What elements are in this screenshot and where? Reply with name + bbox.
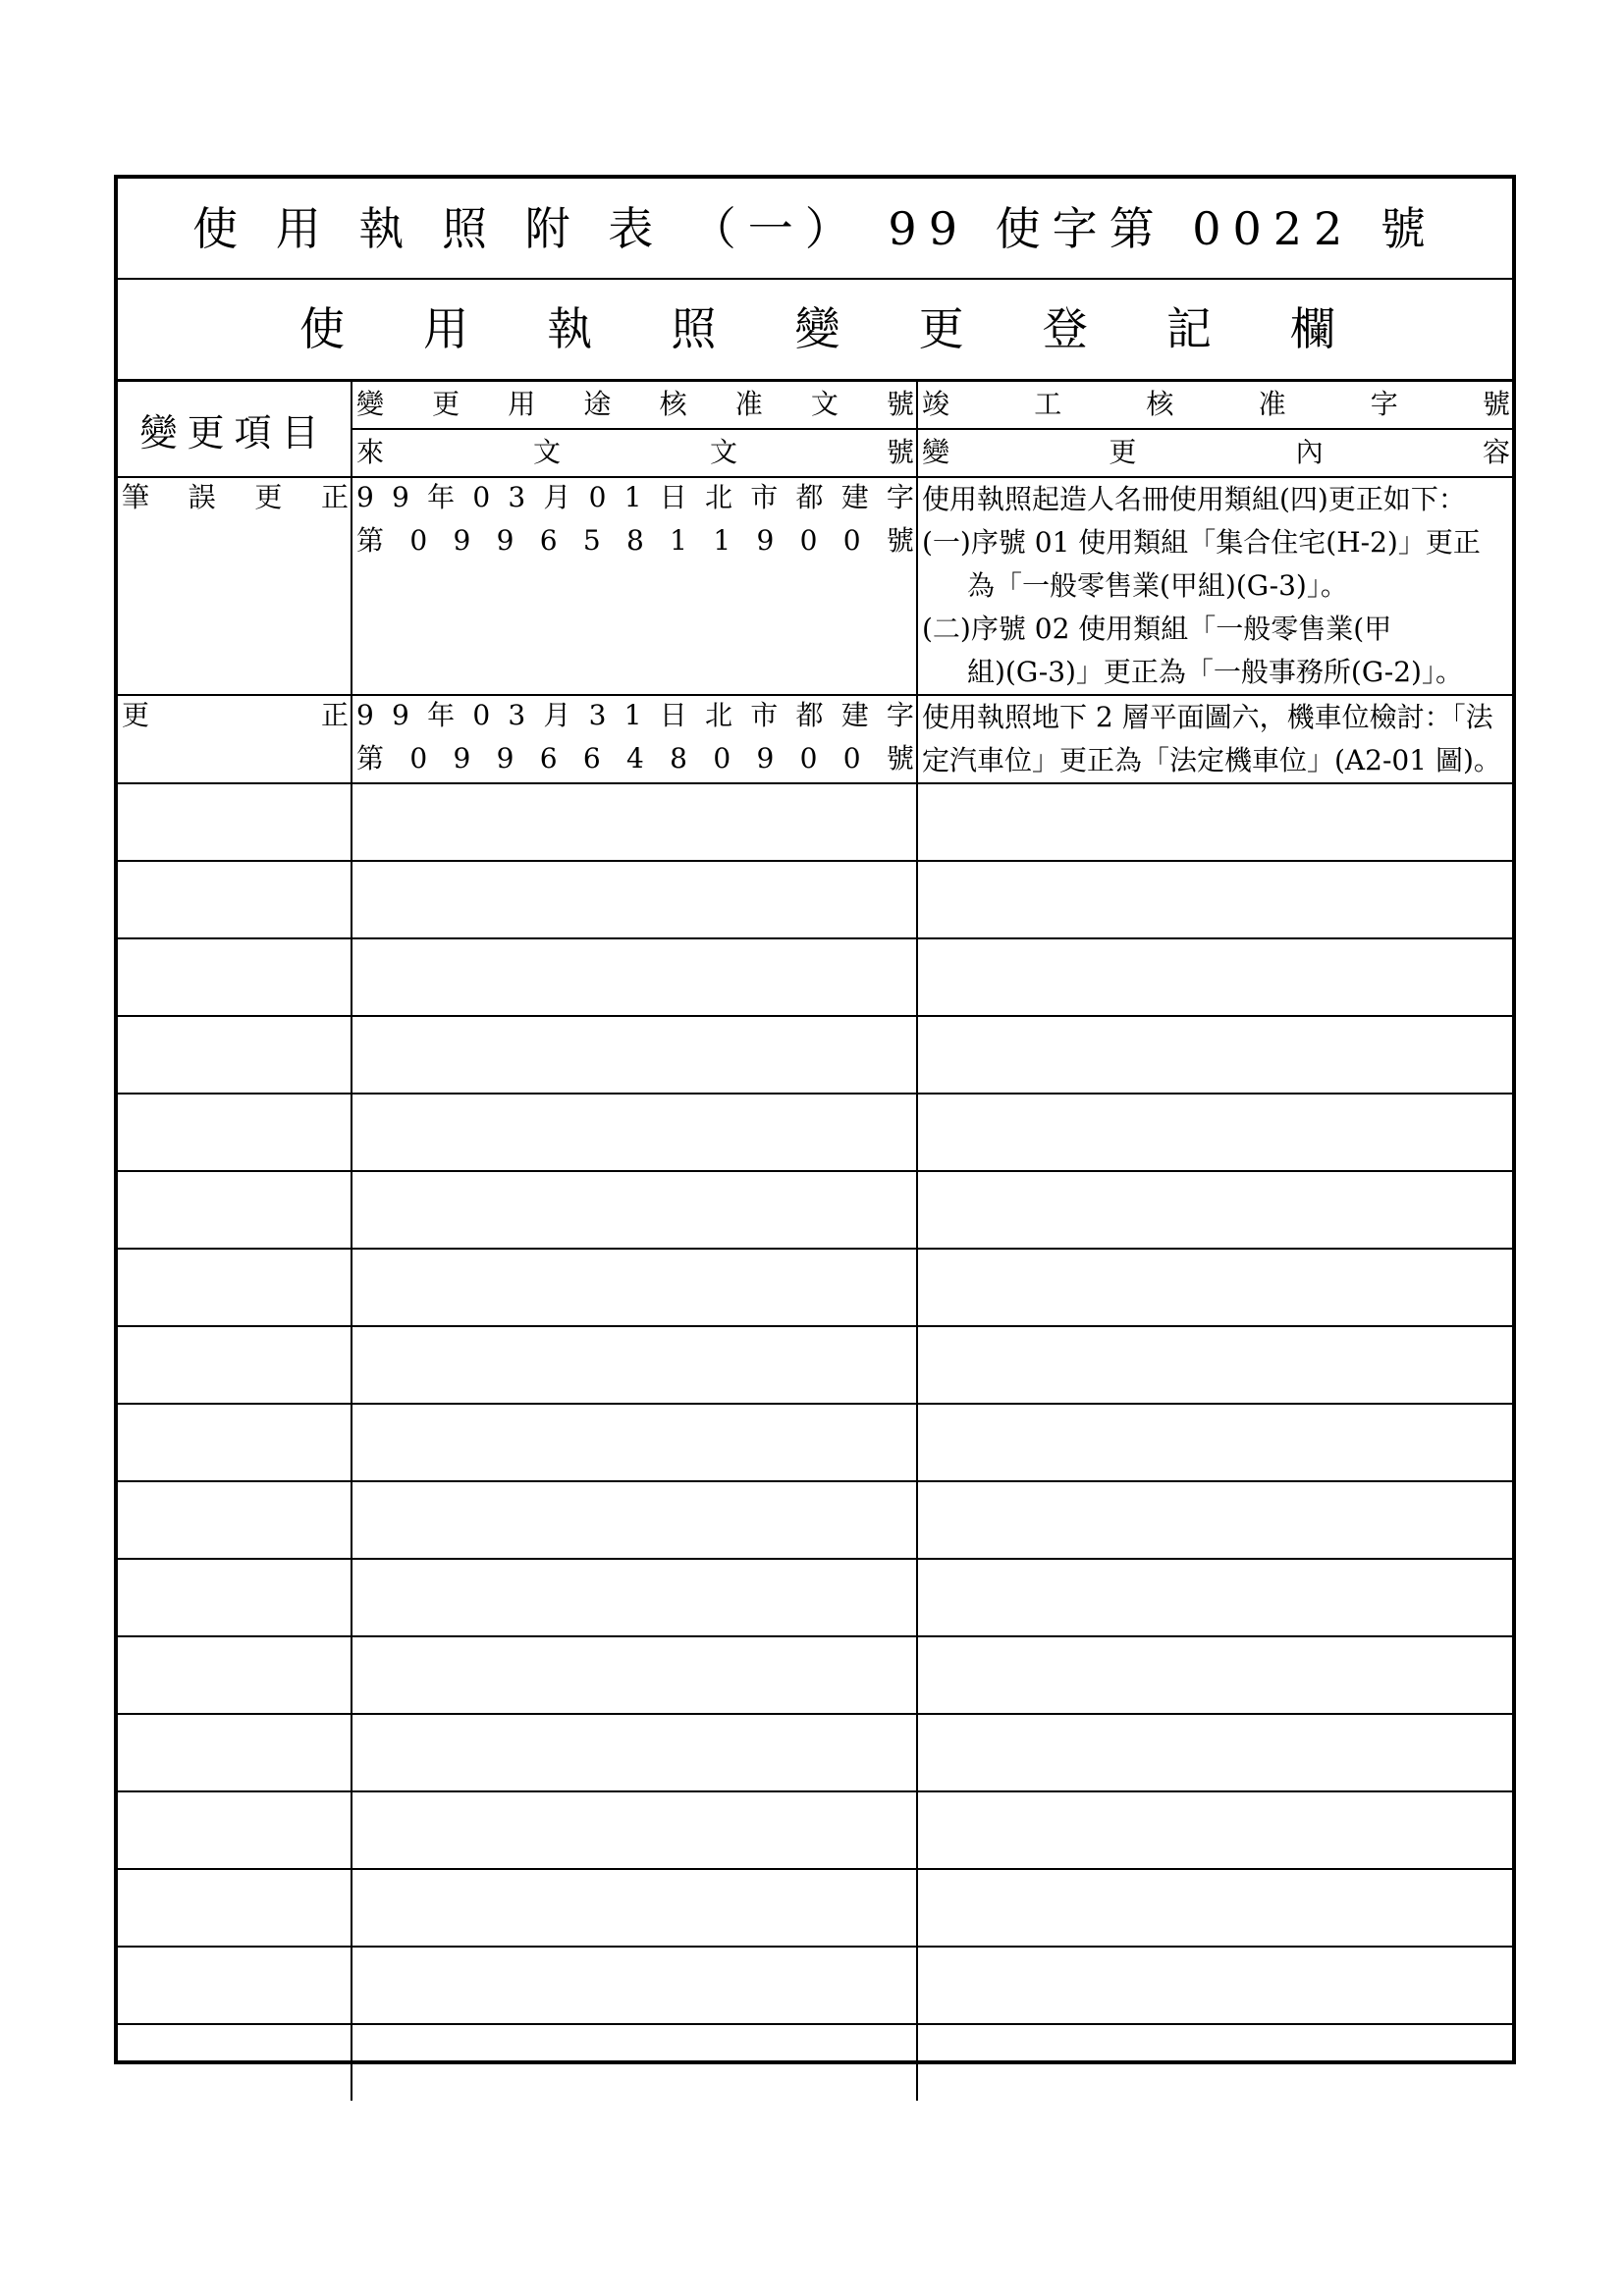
doc-char: 6 <box>582 742 601 774</box>
record-row <box>118 695 1512 783</box>
subtitle-char: 變 <box>794 302 840 355</box>
empty-row <box>118 1947 1512 2024</box>
doc-char: 北 <box>704 699 732 731</box>
doc-char: 都 <box>795 699 824 731</box>
doc-char: 市 <box>750 699 779 731</box>
item-char: 正 <box>320 481 349 513</box>
header-char: 字 <box>1370 388 1398 420</box>
doc-char: 4 <box>626 742 644 774</box>
empty-cell <box>352 1016 917 1094</box>
doc-char: 日 <box>659 699 687 731</box>
doc-char: 0 <box>409 524 428 557</box>
doc-char: 1 <box>623 699 642 731</box>
empty-cell <box>917 1249 1512 1326</box>
empty-cell <box>352 783 917 861</box>
subtitle-char: 照 <box>671 302 717 355</box>
empty-cell <box>917 2024 1512 2101</box>
subtitle-char: 更 <box>918 302 964 355</box>
empty-cell <box>118 1404 352 1481</box>
empty-cell <box>352 1869 917 1947</box>
header-char: 號 <box>886 436 914 468</box>
form-title: 使 用 執 照 附 表 （一） 99 使字第 0022 號 <box>192 202 1437 255</box>
header-char: 變 <box>356 388 385 420</box>
doc-char: 6 <box>539 742 558 774</box>
subtitle-char: 用 <box>423 302 469 355</box>
doc-char: 9 <box>756 742 775 774</box>
doc-char: 3 <box>508 699 526 731</box>
header-change-item: 變更項目 <box>118 381 352 477</box>
doc-char: 第 <box>356 524 385 557</box>
item-char: 筆 <box>122 481 150 513</box>
empty-cell <box>118 1714 352 1791</box>
doc-char: 號 <box>886 524 914 557</box>
empty-cell <box>118 1094 352 1171</box>
header-char: 更 <box>432 388 460 420</box>
doc-char: 都 <box>795 481 824 513</box>
header-char: 文 <box>709 436 737 468</box>
empty-cell <box>917 1947 1512 2024</box>
doc-char: 建 <box>840 699 869 731</box>
header-char: 號 <box>1482 388 1510 420</box>
empty-cell <box>118 783 352 861</box>
empty-cell <box>118 1326 352 1404</box>
empty-row <box>118 1869 1512 1947</box>
doc-char: 9 <box>356 481 374 513</box>
empty-cell <box>118 938 352 1016</box>
empty-row <box>118 1404 1512 1481</box>
empty-cell <box>118 1791 352 1869</box>
empty-cell <box>352 1326 917 1404</box>
doc-char: 0 <box>842 524 861 557</box>
subtitle-char: 登 <box>1042 302 1088 355</box>
doc-char: 年 <box>427 481 456 513</box>
empty-cell <box>352 1249 917 1326</box>
header-char: 途 <box>583 388 612 420</box>
empty-cell <box>352 1404 917 1481</box>
header-char: 工 <box>1034 388 1062 420</box>
doc-char: 市 <box>750 481 779 513</box>
empty-cell <box>352 938 917 1016</box>
doc-char: 0 <box>713 742 731 774</box>
change-record-table <box>118 380 1512 2101</box>
empty-cell <box>118 1636 352 1714</box>
empty-cell <box>352 1481 917 1559</box>
empty-cell <box>917 938 1512 1016</box>
content-line: (二)序號 02 使用類組「一般零售業(甲 <box>922 613 1392 645</box>
header-char: 號 <box>886 388 914 420</box>
empty-cell <box>118 1869 352 1947</box>
empty-cell <box>917 1559 1512 1636</box>
empty-cell <box>917 1481 1512 1559</box>
header-incoming-no <box>352 429 917 477</box>
empty-row <box>118 1636 1512 1714</box>
empty-cell <box>917 861 1512 938</box>
form-subtitle <box>118 280 1512 379</box>
header-char: 核 <box>659 388 687 420</box>
record-doc-number <box>352 477 917 695</box>
doc-char: 3 <box>508 481 526 513</box>
header-char: 竣 <box>922 388 950 420</box>
header-row <box>118 381 1512 429</box>
empty-cell <box>352 1094 917 1171</box>
empty-cell <box>917 1326 1512 1404</box>
header-char: 核 <box>1146 388 1174 420</box>
record-item <box>118 477 352 695</box>
doc-char: 建 <box>840 481 869 513</box>
empty-cell <box>917 1869 1512 1947</box>
subtitle-char: 使 <box>299 302 345 355</box>
content-line: 為「一般零售業(甲組)(G-3)」。 <box>967 569 1348 602</box>
empty-cell <box>118 1249 352 1326</box>
empty-cell <box>118 1481 352 1559</box>
empty-row <box>118 1094 1512 1171</box>
doc-char: 第 <box>356 742 385 774</box>
doc-char: 9 <box>392 481 409 513</box>
doc-char: 字 <box>886 699 914 731</box>
empty-row <box>118 861 1512 938</box>
content-line: (一)序號 01 使用類組「集合住宅(H-2)」更正 <box>922 526 1481 559</box>
doc-char: 0 <box>842 742 861 774</box>
empty-row <box>118 1481 1512 1559</box>
doc-char: 0 <box>409 742 428 774</box>
header-char: 文 <box>532 436 561 468</box>
empty-row <box>118 1714 1512 1791</box>
subtitle-row <box>118 280 1512 381</box>
empty-cell <box>352 1559 917 1636</box>
license-attachment-form <box>114 175 1516 2064</box>
doc-char: 1 <box>623 481 642 513</box>
empty-row <box>118 783 1512 861</box>
header-char: 准 <box>1258 388 1286 420</box>
empty-cell <box>352 1947 917 2024</box>
doc-char: 9 <box>453 524 471 557</box>
record-content <box>917 695 1512 783</box>
item-char: 正 <box>320 699 349 731</box>
empty-row <box>118 1249 1512 1326</box>
header-approval-no <box>352 381 917 429</box>
empty-cell <box>917 1636 1512 1714</box>
doc-char: 0 <box>472 699 491 731</box>
empty-cell <box>917 1404 1512 1481</box>
empty-cell <box>352 861 917 938</box>
doc-char: 9 <box>356 699 374 731</box>
record-row <box>118 477 1512 695</box>
doc-char: 9 <box>496 742 514 774</box>
content-line: 組)(G-3)」更正為「一般事務所(G-2)」。 <box>967 656 1463 688</box>
content-line: 使用執照地下 2 層平面圖六，機車位檢討：「法 <box>922 701 1493 733</box>
doc-char: 9 <box>453 742 471 774</box>
empty-cell <box>917 1791 1512 1869</box>
empty-row <box>118 1559 1512 1636</box>
header-char: 用 <box>508 388 536 420</box>
doc-char: 3 <box>588 699 607 731</box>
doc-char: 8 <box>670 742 687 774</box>
empty-cell <box>352 2024 917 2101</box>
header-char: 內 <box>1295 436 1324 468</box>
doc-char: 月 <box>543 481 571 513</box>
header-char: 來 <box>356 436 385 468</box>
header-change-content <box>917 429 1512 477</box>
empty-cell <box>352 1714 917 1791</box>
doc-char: 字 <box>886 481 914 513</box>
empty-row <box>118 1016 1512 1094</box>
header-completion-no <box>917 381 1512 429</box>
record-item <box>118 695 352 783</box>
doc-char: 0 <box>799 742 818 774</box>
header-char: 變 <box>922 436 950 468</box>
doc-char: 日 <box>659 481 687 513</box>
empty-cell <box>118 1947 352 2024</box>
empty-row <box>118 1791 1512 1869</box>
empty-cell <box>352 1171 917 1249</box>
empty-cell <box>352 1791 917 1869</box>
content-line: 使用執照起造人名冊使用類組(四)更正如下： <box>922 483 1466 515</box>
doc-char: 9 <box>756 524 775 557</box>
content-line: 定汽車位」更正為「法定機車位」(A2-01 圖)。 <box>922 744 1501 776</box>
doc-char: 0 <box>799 524 818 557</box>
header-char: 容 <box>1482 436 1510 468</box>
empty-cell <box>917 1171 1512 1249</box>
empty-cell <box>917 1016 1512 1094</box>
doc-char: 1 <box>670 524 687 557</box>
subtitle-char: 欄 <box>1290 302 1335 355</box>
header-char: 更 <box>1109 436 1137 468</box>
subtitle-char: 記 <box>1165 302 1212 355</box>
empty-row <box>118 2024 1512 2101</box>
item-char: 更 <box>254 481 283 513</box>
doc-char: 6 <box>539 524 558 557</box>
header-char: 准 <box>734 388 763 420</box>
doc-char: 年 <box>427 699 456 731</box>
title-row <box>118 179 1512 280</box>
doc-char: 號 <box>886 742 914 774</box>
doc-char: 0 <box>588 481 607 513</box>
record-content <box>917 477 1512 695</box>
empty-cell <box>118 861 352 938</box>
empty-cell <box>917 1094 1512 1171</box>
doc-char: 北 <box>704 481 732 513</box>
header-char: 文 <box>810 388 839 420</box>
doc-char: 9 <box>496 524 514 557</box>
doc-char: 8 <box>626 524 644 557</box>
subtitle-char: 執 <box>547 302 593 355</box>
empty-cell <box>118 2024 352 2101</box>
doc-char: 0 <box>472 481 491 513</box>
empty-cell <box>352 1636 917 1714</box>
empty-row <box>118 1326 1512 1404</box>
doc-char: 月 <box>543 699 571 731</box>
empty-cell <box>118 1559 352 1636</box>
empty-cell <box>917 783 1512 861</box>
empty-cell <box>118 1016 352 1094</box>
empty-cell <box>917 1714 1512 1791</box>
empty-cell <box>118 1171 352 1249</box>
record-doc-number <box>352 695 917 783</box>
empty-row <box>118 1171 1512 1249</box>
doc-char: 1 <box>713 524 731 557</box>
doc-char: 9 <box>392 699 409 731</box>
item-char: 更 <box>122 699 150 731</box>
item-char: 誤 <box>188 481 216 513</box>
empty-row <box>118 938 1512 1016</box>
doc-char: 5 <box>582 524 601 557</box>
